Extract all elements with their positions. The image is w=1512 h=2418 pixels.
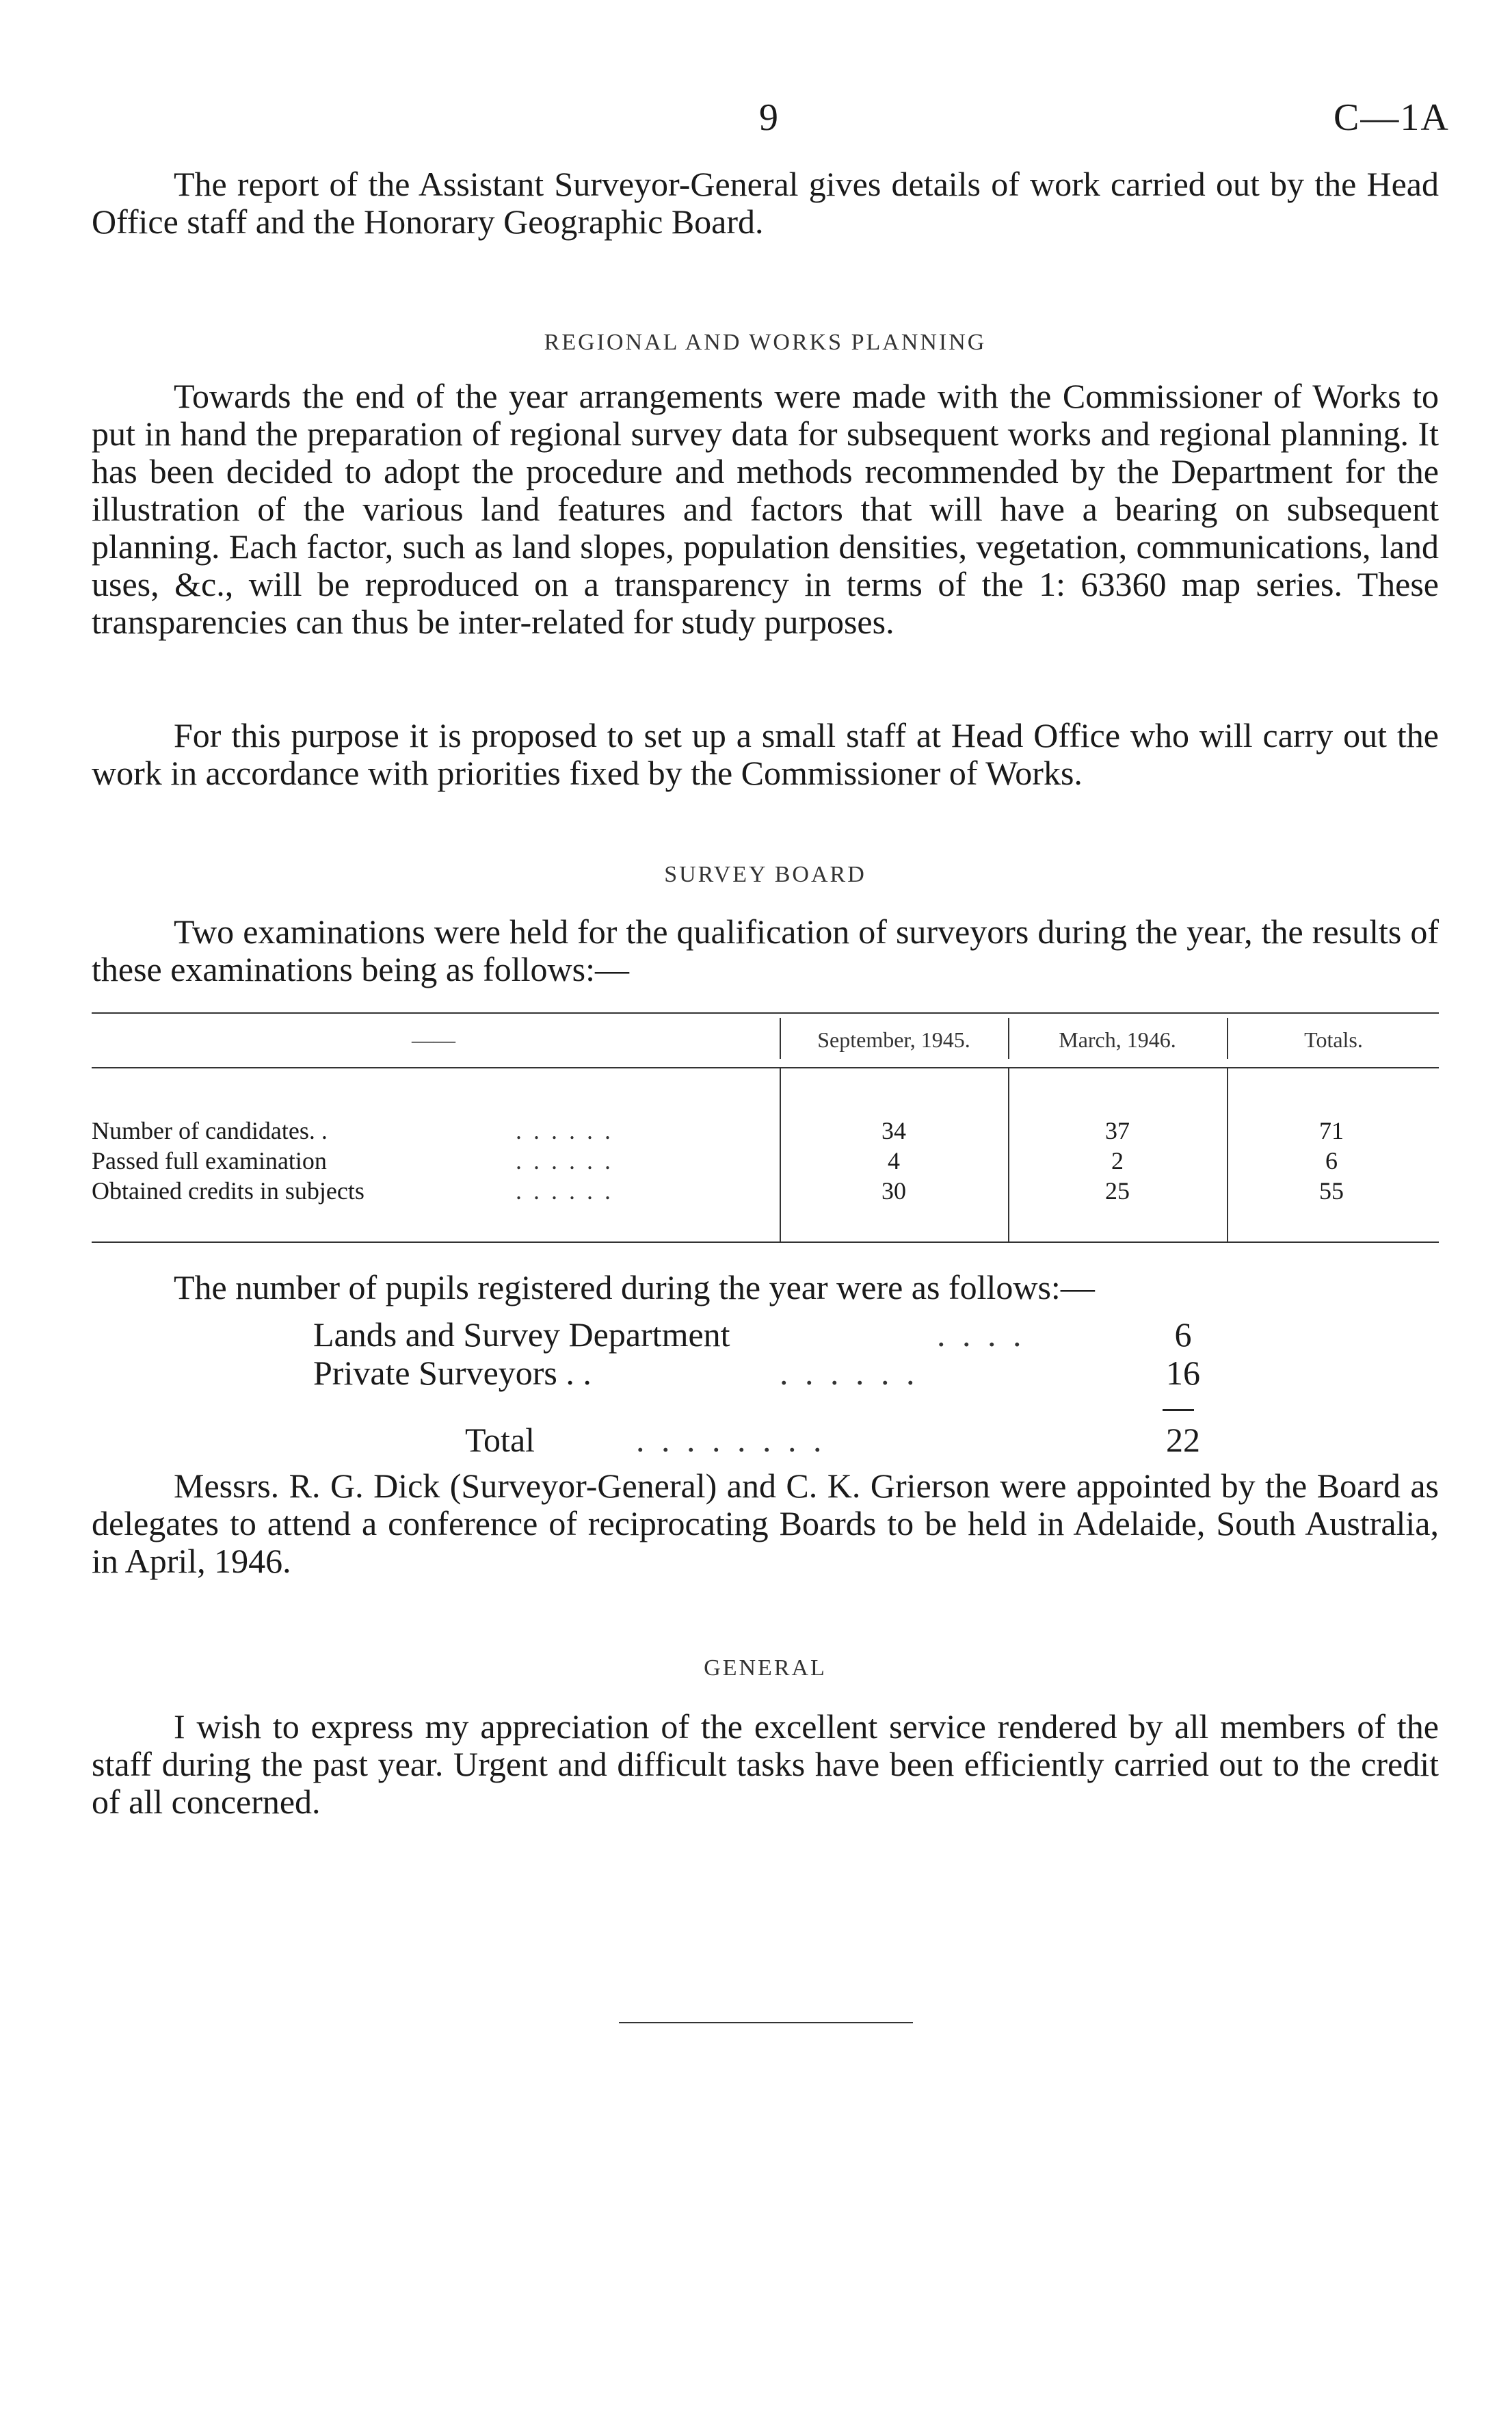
- pupils-value: 6: [1174, 1315, 1192, 1354]
- row-label-candidates: Number of candidates. .: [92, 1117, 328, 1144]
- regional-paragraph-1: Towards the end of the year arrangements were made with the Commissioner of Works to put in hand the preparation of regional survey data for subsequent works and regional planning. It has been decided to adopt the procedure and methods recommended by the Department for the illustration of the various land features and factors that will have a bearing on subsequent planning. Each factor, such as land slopes, population densities, vegetation, communications, land uses, &c., will be reproduced on a transparency in terms of the 1: 63360 map series. These transparencies can thus be inter-related for study purposes.: [92, 377, 1439, 641]
- cell-passed-march: 2: [1111, 1147, 1124, 1174]
- total-label: Total: [465, 1421, 535, 1459]
- report-reference: C—1A: [1334, 96, 1450, 139]
- column-header-march-1946: March, 1946.: [1059, 1027, 1176, 1052]
- intro-paragraph: The report of the Assistant Surveyor-General gives details of work carried out by the Head Office staff and the Honorary Geographic Board.: [92, 165, 1439, 241]
- leader-dots: . . . . . .: [516, 1147, 613, 1174]
- column-header-totals: Totals.: [1304, 1027, 1363, 1052]
- survey-board-heading: SURVEY BOARD: [664, 862, 866, 887]
- leader-dots: . . . . . .: [780, 1354, 919, 1392]
- total-rule: [1163, 1409, 1194, 1411]
- pupils-label: Lands and Survey Department: [313, 1315, 730, 1354]
- page-number: 9: [759, 96, 778, 139]
- cell-passed-september: 4: [888, 1147, 900, 1174]
- pupils-label: Private Surveyors . .: [313, 1354, 592, 1392]
- table-column-divider: [1008, 1067, 1009, 1241]
- leader-dots: . . . . . . . .: [636, 1421, 826, 1459]
- regional-heading: REGIONAL AND WORKS PLANNING: [544, 330, 987, 355]
- pupils-intro: The number of pupils registered during the year were as follows:—: [174, 1268, 1095, 1306]
- leader-dots: . . . .: [937, 1315, 1026, 1354]
- survey-board-paragraph-3: Messrs. R. G. Dick (Surveyor-General) and C. K. Grierson were appointed by the Board as delegates to attend a conference of reciprocating Boards to be held in Adelaide, South Australia, in April, 1946.: [92, 1467, 1439, 1580]
- column-header-september-1945: September, 1945.: [817, 1027, 970, 1052]
- cell-candidates-march: 37: [1105, 1117, 1130, 1144]
- regional-paragraph-2: For this purpose it is proposed to set up a small staff at Head Office who will carry out the work in accordance with priorities fixed by the Commissioner of Works.: [92, 716, 1439, 792]
- leader-dots: . . . . . .: [516, 1177, 613, 1205]
- table-top-rule: [92, 1012, 1439, 1014]
- row-label-credits: Obtained credits in subjects: [92, 1177, 364, 1205]
- total-value: 22: [1166, 1421, 1200, 1459]
- table-stub-header: ——: [412, 1027, 455, 1052]
- table-bottom-rule: [92, 1241, 1439, 1243]
- general-paragraph-1: I wish to express my appreciation of the excellent service rendered by all members of the staff during the past year. Urgent and difficult tasks have been efficiently carried out to the credit of all concerned.: [92, 1707, 1439, 1821]
- end-of-section-rule: [619, 2022, 913, 2023]
- exam-results-table: [92, 1012, 1439, 1255]
- cell-credits-september: 30: [881, 1177, 906, 1205]
- pupils-value: 16: [1166, 1354, 1200, 1392]
- cell-credits-march: 25: [1105, 1177, 1130, 1205]
- table-column-divider: [1227, 1067, 1228, 1241]
- leader-dots: . . . . . .: [516, 1117, 613, 1144]
- cell-credits-total: 55: [1319, 1177, 1344, 1205]
- survey-board-paragraph-1: Two examinations were held for the qualification of surveyors during the year, the results of these examinations being as follows:—: [92, 912, 1439, 988]
- cell-passed-total: 6: [1325, 1147, 1338, 1174]
- general-heading: GENERAL: [704, 1655, 827, 1681]
- cell-candidates-september: 34: [881, 1117, 906, 1144]
- cell-candidates-total: 71: [1319, 1117, 1344, 1144]
- table-column-divider: [780, 1067, 781, 1241]
- table-header-rule: [92, 1067, 1439, 1068]
- row-label-passed: Passed full examination: [92, 1147, 327, 1174]
